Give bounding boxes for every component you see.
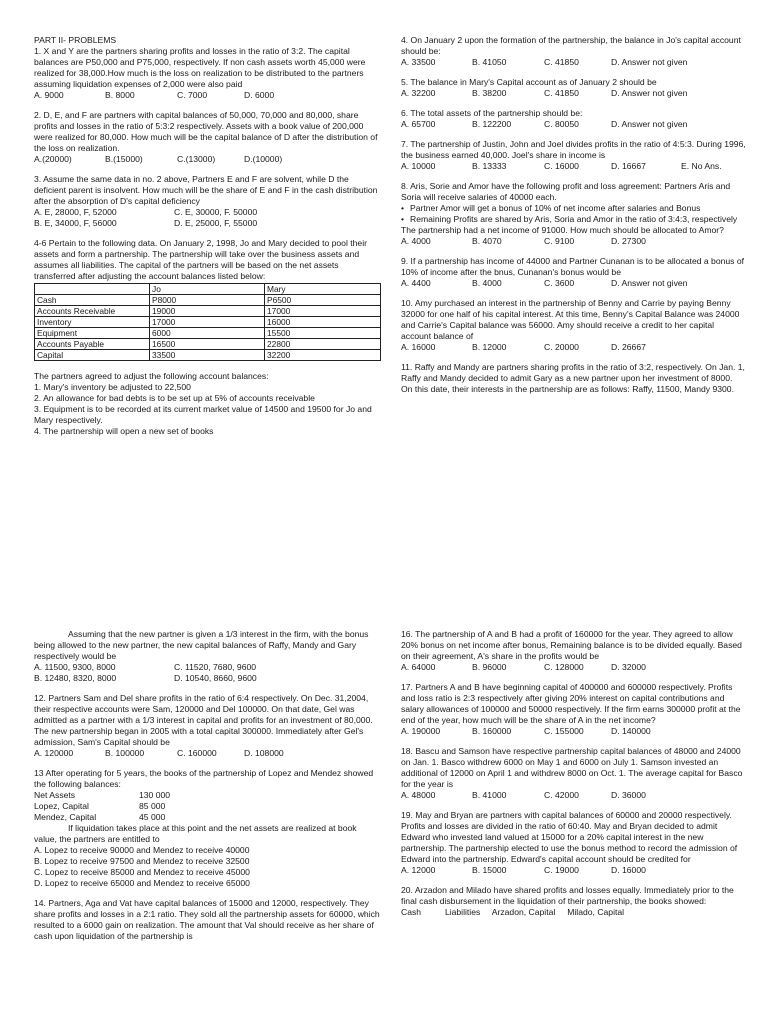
table-cell: Inventory [35, 317, 150, 328]
option-d[interactable]: D.(10000) [244, 154, 283, 164]
option-a[interactable]: A. 4000 [401, 236, 431, 246]
option-a[interactable]: A. 11500, 9300, 8000 [34, 662, 116, 672]
table-cell: Accounts Receivable [35, 306, 150, 317]
option-b[interactable]: B. 96000 [472, 662, 507, 672]
option-d[interactable]: D. 27300 [611, 236, 646, 246]
option-c[interactable]: C. 80050 [544, 119, 579, 129]
question-text-2: If liquidation takes place at this point and the net assets are realized at book value, the partners are entitled to [34, 823, 357, 844]
question-16 [401, 629, 746, 673]
option-b[interactable]: B. 100000 [105, 748, 145, 758]
question-13 [34, 768, 381, 889]
option-d[interactable]: D. Lopez to receive 65000 and Mendez to receive 65000 [34, 878, 250, 888]
option-a[interactable]: A. Lopez to receive 90000 and Mendez to receive 40000 [34, 845, 250, 855]
question-text: 9. If a partnership has income of 44000 and Partner Cunanan is to be allocated a bonus of 10% of income after the bnus, Cunanan's bonus would be [401, 256, 745, 277]
question-20 [401, 885, 746, 918]
answer-options [401, 662, 746, 673]
answer-options [401, 161, 746, 172]
table-cell: 17000 [265, 306, 381, 317]
question-19 [401, 810, 746, 876]
answer-options [34, 218, 381, 229]
table-cell: 22800 [265, 339, 381, 350]
table-cell: Capital [35, 350, 150, 361]
question-text: 1. X and Y are the partners sharing profits and losses in the ratio of 3:2. The capital balances are P50,000 and P75,000, respectively. If non cash assets worth 45,000 were realized for 38,000.How much is the loss on realization to be distributed to the partners assuming liquidation expenses of 2,000 were also paid [34, 46, 366, 89]
question-text: Assuming that the new partner is given a 1/3 interest in the firm, with the bonus being allowed to the new partner, the new capital balances of Raffy, Mandy and Gary respectively would be [34, 629, 369, 661]
bullet-list [401, 203, 746, 225]
option-b[interactable]: B. 4000 [472, 278, 502, 288]
option-b[interactable]: B. E, 34000, F, 56000 [34, 218, 117, 228]
question-text: 6. The total assets of the partnership should be: [401, 108, 583, 118]
option-d[interactable]: D. 32000 [611, 662, 646, 672]
option-b[interactable]: B. 160000 [472, 726, 512, 736]
answer-options [401, 88, 746, 99]
answer-options [34, 154, 381, 165]
option-c[interactable]: C. 160000 [177, 748, 217, 758]
option-a[interactable]: A. 12000 [401, 865, 436, 875]
table-header-cell: Mary [265, 284, 381, 295]
option-d[interactable]: D. E, 25000, F, 55000 [174, 218, 258, 228]
question-text: 4-6 Pertain to the following data. On January 2, 1998, Jo and Mary decided to pool their assets and form a partnership. The partnership will take over the business assets and assumes all liabilities. The capital of the partners will be based on the net assets transferred after adjusting the account balances listed below: [34, 238, 367, 281]
option-c[interactable]: C. 41850 [544, 88, 579, 98]
left-column-top [34, 35, 381, 437]
option-c[interactable]: C. Lopez to receive 85000 and Mendez to receive 45000 [34, 867, 250, 877]
option-d[interactable]: D. Answer not given [611, 57, 688, 67]
table-header-row [35, 284, 381, 295]
option-d[interactable]: D. Answer not given [611, 278, 688, 288]
option-c[interactable]: C. 19000 [544, 865, 579, 875]
option-e[interactable]: E. No Ans. [681, 161, 722, 171]
question-3 [34, 174, 381, 229]
option-b[interactable]: B. 12000 [472, 342, 507, 352]
balance-row [34, 790, 381, 801]
question-1 [34, 46, 381, 101]
balance-label: Lopez, Capital [34, 801, 89, 811]
option-b[interactable]: B. 41000 [472, 790, 507, 800]
table-cell: P6500 [265, 295, 381, 306]
table-row [35, 328, 381, 339]
option-c[interactable]: C. 128000 [544, 662, 584, 672]
answer-options [401, 236, 746, 247]
option-b[interactable]: B. 38200 [472, 88, 507, 98]
option-d[interactable]: D. Answer not given [611, 119, 688, 129]
option-d[interactable]: D. Answer not given [611, 88, 688, 98]
option-a[interactable]: A. 10000 [401, 161, 436, 171]
left-column-bottom [34, 629, 381, 942]
option-a[interactable]: A. 16000 [401, 342, 436, 352]
table-cell: 32200 [265, 350, 381, 361]
option-c[interactable]: C. 155000 [544, 726, 584, 736]
question-text: 16. The partnership of A and B had a profit of 160000 for the year. They agreed to allow 20% bonus on net income after bonus, Remaining balance is to be divided equally. Based on their agreement, A's share in the profits would be [401, 629, 742, 661]
adjustment-item: 2. An allowance for bad debts is to be set up at 5% of accounts receivable [34, 393, 315, 403]
question-text: 2. D, E, and F are partners with capital balances of 50,000, 70,000 and 80,000, share profits and losses in the ratio of 5:3:2 respectively. Assets with a book value of 200,000 were realized for 80,000. How much will be the capital balance of D after the distribution of the loss on realization. [34, 110, 378, 153]
table-row [35, 350, 381, 361]
table-cell: Cash [35, 295, 150, 306]
adjustments-list [34, 371, 381, 437]
balance-row [34, 801, 381, 812]
answer-options [34, 207, 381, 218]
balance-label: Net Assets [34, 790, 76, 800]
question-17 [401, 682, 746, 737]
table-row [35, 339, 381, 350]
answer-options [401, 278, 746, 289]
question-10 [401, 298, 746, 353]
question-11-continued [34, 629, 381, 684]
option-a[interactable]: A. 120000 [34, 748, 74, 758]
option-d[interactable]: D. 140000 [611, 726, 651, 736]
table-cell: 16000 [265, 317, 381, 328]
option-b[interactable]: B. 13333 [472, 161, 507, 171]
answer-options [401, 865, 746, 876]
balance-headers: Cash Liabilities Arzadon, Capital Milado, Capital [401, 907, 625, 917]
answer-options [34, 748, 381, 759]
table-cell: Equipment [35, 328, 150, 339]
question-text: 19. May and Bryan are partners with capital balances of 60000 and 20000 respectively. Profits and losses are divided in the ratio of 60:40. May and Bryan decided to admit Edward who invested land valued at 15000 for a 20% capital interest in the new partnership. The partnership elected to use the bonus method to record the admission of Edward into the partnership. Edward's capital account should be credited for [401, 810, 738, 864]
option-a[interactable]: A. 190000 [401, 726, 441, 736]
option-c[interactable]: C.(13000) [177, 154, 216, 164]
right-column-bottom [401, 629, 746, 918]
option-c[interactable]: C. 7000 [177, 90, 208, 100]
question-6 [401, 108, 746, 130]
option-b[interactable]: B. 122200 [472, 119, 512, 129]
option-c[interactable]: C. 41850 [544, 57, 579, 67]
adjustment-item: 4. The partnership will open a new set of books [34, 426, 214, 436]
option-c[interactable]: C. 3600 [544, 278, 575, 288]
bullet-item: • Partner Amor will get a bonus of 10% of net income after salaries and Bonus [410, 203, 746, 214]
option-b[interactable]: B. 4070 [472, 236, 502, 246]
option-c[interactable]: C. 9100 [544, 236, 575, 246]
question-text: 14. Partners, Aga and Vat have capital balances of 15000 and 12000, respectively. They share profits and losses in a 2:1 ratio. They sold all the partnership assets for 60000, which resulted to a 6000 gain on realization. The amount that Val should receive as her share of cash upon liquidation of the partnership is [34, 898, 380, 941]
table-row [35, 295, 381, 306]
table-cell: P8000 [150, 295, 265, 306]
answer-options [401, 119, 746, 130]
balance-label: Mendez, Capital [34, 812, 97, 822]
question-7 [401, 139, 746, 172]
table-cell: 15500 [265, 328, 381, 339]
answer-options [401, 342, 746, 353]
question-8 [401, 181, 746, 247]
answer-options [34, 662, 381, 673]
option-a[interactable]: A.(20000) [34, 154, 72, 164]
question-text: 20. Arzadon and Milado have shared profits and losses equally. Immediately prior to the final cash disbursement in the liquidation of their partnership, the books showed: [401, 885, 734, 906]
question-12 [34, 693, 381, 759]
option-c[interactable]: C. 16000 [544, 161, 579, 171]
option-c[interactable]: C. 20000 [544, 342, 579, 352]
table-cell: 19000 [150, 306, 265, 317]
answer-options [34, 673, 381, 684]
adjustment-item: 1. Mary's inventory be adjusted to 22,500 [34, 382, 191, 392]
question-text: 11. Raffy and Mandy are partners sharing profits in the ratio of 3:2, respectively. On Jan. 1, Raffy and Mandy decided to admit Gary as a new partner upon her investment of 8000. On this date, their interests in the partnership are as follows: Raffy, 11500, Mandy 9300. [401, 362, 745, 394]
question-4-6-intro [34, 238, 381, 282]
option-b[interactable]: B. 8000 [105, 90, 135, 100]
option-b[interactable]: B. 12480, 8320, 8000 [34, 673, 117, 683]
option-d[interactable]: D. 6000 [244, 90, 275, 100]
bullet-item: • Remaining Profits are shared by Aris, Soria and Amor in the ratio of 3:4:3, respectively [410, 214, 746, 225]
option-d[interactable]: D. 108000 [244, 748, 284, 758]
option-a[interactable]: A. 33500 [401, 57, 436, 67]
question-text: 4. On January 2 upon the formation of the partnership, the balance in Jo's capital account should be: [401, 35, 741, 56]
adjustments-intro: The partners agreed to adjust the following account balances: [34, 371, 269, 381]
option-c[interactable]: C. E, 30000, F. 50000 [174, 207, 258, 217]
option-d[interactable]: D. 16667 [611, 161, 646, 171]
table-cell: 16500 [150, 339, 265, 350]
option-a[interactable]: A. 9000 [34, 90, 64, 100]
table-cell: 17000 [150, 317, 265, 328]
option-c[interactable]: C. 11520, 7680, 9600 [174, 662, 257, 672]
option-d[interactable]: D. 26667 [611, 342, 646, 352]
option-a[interactable]: A. 65700 [401, 119, 436, 129]
question-4 [401, 35, 746, 68]
option-b[interactable]: B. Lopez to receive 97500 and Mendez to receive 32500 [34, 856, 250, 866]
right-column-top [401, 35, 746, 404]
table-header-cell: Jo [150, 284, 265, 295]
question-11 [401, 362, 746, 395]
balance-value: 45 000 [139, 812, 166, 822]
option-a[interactable]: A. 32200 [401, 88, 436, 98]
answer-options [34, 90, 381, 101]
option-b[interactable]: B. 41050 [472, 57, 507, 67]
question-text-2: The partnership had a net income of 91000. How much should be allocated to Amor? [401, 225, 724, 235]
question-14 [34, 898, 381, 942]
balance-row [34, 812, 381, 823]
balance-value: 85 000 [139, 801, 166, 811]
table-row [35, 306, 381, 317]
question-2 [34, 110, 381, 165]
question-text: 13 After operating for 5 years, the books of the partnership of Lopez and Mendez showed the following balances: [34, 768, 374, 789]
question-text: 5. The balance in Mary's Capital account as of January 2 should be [401, 77, 657, 87]
table-row [35, 317, 381, 328]
question-text: 3. Assume the same data in no. 2 above, Partners E and F are solvent, while D the deficient parent is insolvent. How much will be the share of E and F in the cash distribution after the absorption of D's capital deficiency [34, 174, 378, 206]
table-header-cell [35, 284, 150, 295]
account-balance-table [34, 283, 381, 361]
section-title: PART II- PROBLEMS [34, 35, 117, 45]
balance-value: 130 000 [139, 790, 171, 800]
table-cell: 6000 [150, 328, 265, 339]
option-c[interactable]: C. 42000 [544, 790, 579, 800]
option-d[interactable]: D. 36000 [611, 790, 646, 800]
option-d[interactable]: D. 10540, 8660, 9600 [174, 673, 257, 683]
question-text: 10. Amy purchased an interest in the partnership of Benny and Carrie by paying Benny 32000 for one half of his capital interest. At this time, Benny's Capital Balance was 24000 and Carrie's Capital balance was 56000. Amy should receive a credit to her capital account balance of [401, 298, 740, 341]
question-5 [401, 77, 746, 99]
option-b[interactable]: B. 15000 [472, 865, 507, 875]
answer-options [401, 57, 746, 68]
table-cell: Accounts Payable [35, 339, 150, 350]
option-a[interactable]: A. 4400 [401, 278, 431, 288]
question-text: 7. The partnership of Justin, John and Joel divides profits in the ratio of 4:5:3. During 1996, the business earned 40,000. Joel's share in income is [401, 139, 746, 160]
option-b[interactable]: B.(15000) [105, 154, 143, 164]
answer-options [401, 790, 746, 801]
answer-options [401, 726, 746, 737]
adjustment-item: 3. Equipment is to be recorded at its current market value of 14500 and 19500 for Jo and Mary respectively. [34, 404, 372, 425]
table-cell: 33500 [150, 350, 265, 361]
question-text: 18. Bascu and Samson have respective partnership capital balances of 48000 and 24000 on Jan. 1. Basco withdrew 6000 on May 1 and 6000 on July 1. Samson invested an additional of 12000 on April 1 and withdrew 8000 on Oct. 1. The average capital for Basco for the year is [401, 746, 743, 789]
question-text: 8. Aris, Sorie and Amor have the following profit and loss agreement: Partners Aris and Soria will receive salaries of 40000 each. [401, 181, 731, 202]
question-9 [401, 256, 746, 289]
question-text: 17. Partners A and B have beginning capital of 400000 and 600000 respectively. Profits and loss ratio is 2:3 respectively after giving 20% interest on capital contributions and salary allowances of 100000 and 50000 respectively. If the firm earns 300000 profit at the end of the year, how much will be the share of A in the net income? [401, 682, 741, 725]
option-a[interactable]: A. E, 28000, F, 52000 [34, 207, 117, 217]
option-a[interactable]: A. 64000 [401, 662, 436, 672]
option-a[interactable]: A. 48000 [401, 790, 436, 800]
question-text: 12. Partners Sam and Del share profits in the ratio of 6:4 respectively. On Dec. 31,2004, their respective accounts were Sam, 120000 and Del 100000. On that date, Gel was admitted as a partner with a 1/3 interest in capital and profits for an investment of 80,000. The new partnership began in 2005 with a total capital 300000. Immediately after Gel's admission, Sam's Capital should be [34, 693, 373, 747]
question-18 [401, 746, 746, 801]
option-d[interactable]: D. 16000 [611, 865, 646, 875]
